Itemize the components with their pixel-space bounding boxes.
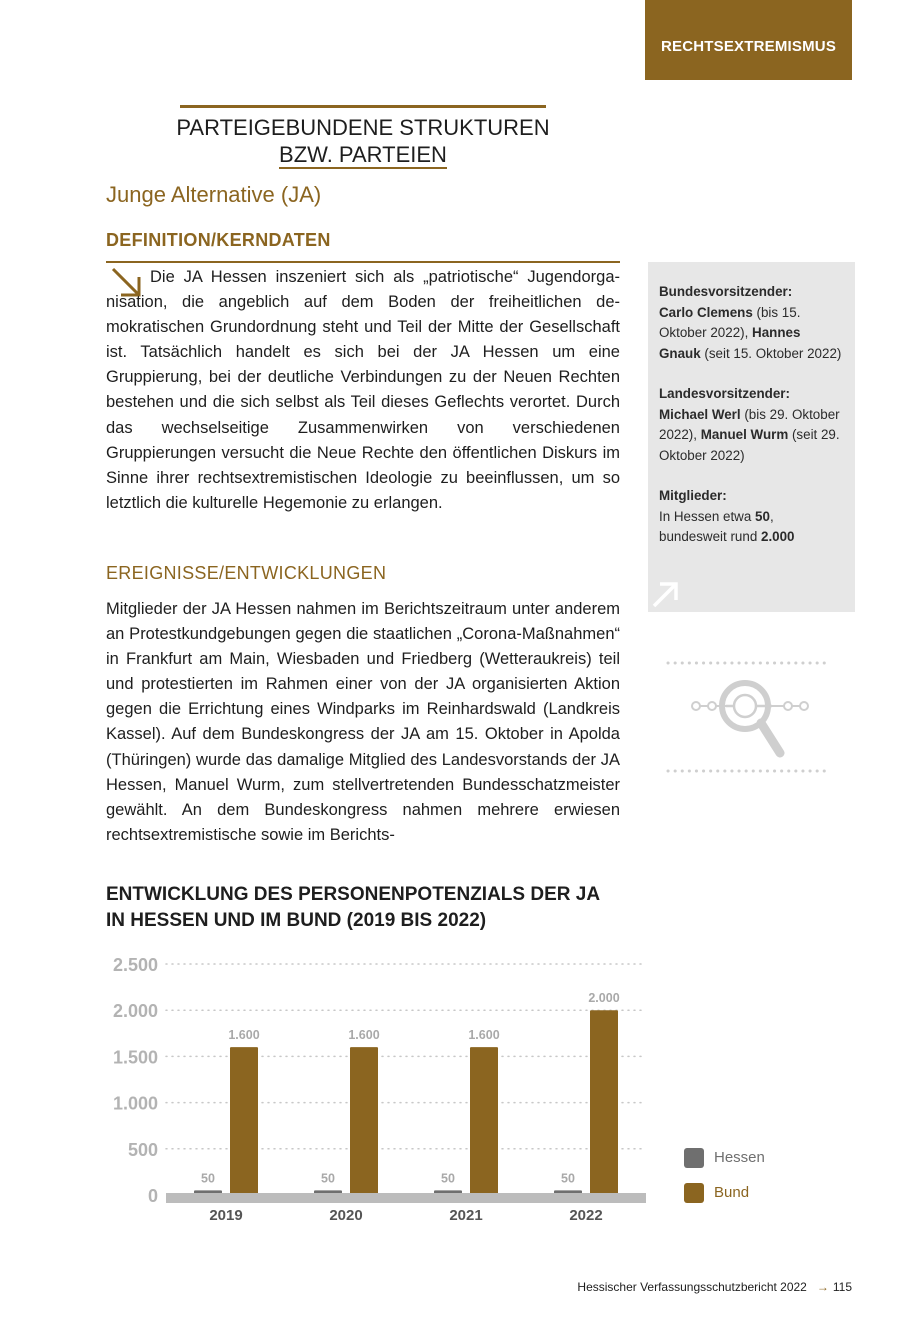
legend-label-hessen: Hessen — [714, 1149, 765, 1166]
data-label: 50 — [201, 1171, 215, 1186]
y-tick-label: 1.500 — [112, 1047, 158, 1068]
organization-heading: Junge Alternative (JA) — [106, 182, 322, 207]
federal-chair-detail-1: (bis 15. Oktober 2022), — [659, 304, 801, 340]
x-tick-label: 2020 — [329, 1207, 363, 1224]
page-title-line2: BZW. PARTEIEN — [279, 142, 447, 167]
page-title — [120, 114, 606, 169]
federal-chair-label: Bundesvorsitzender: — [659, 284, 793, 299]
state-chair-detail-2: (seit 29. Oktober 2022) — [659, 427, 840, 463]
bar-bund-2021 — [470, 1047, 498, 1195]
x-tick-label: 2019 — [209, 1207, 243, 1224]
events-text: Mitglieder der JA Hessen nahmen im Berichtszeitraum unter anderem an Protestkundgebungen gegen die staatlichen „Corona-Maßnahmen“ in Frankfurt am Main, Wiesbaden und Friedberg (Wetteraukreis) teil und protestierten im Rahmen einer von der JA organisierten Aktion gegen die Errichtung eines Windparks im Reinhardswald (Landkreis Kassel). Auf dem Bundeskongress der JA am 15. Oktober in Apolda (Thüringen) wurde das damalige Mitglied des Landesvorstands der JA Hessen, Manuel Wurm, zum stellvertretenden Bundesschatzmeister gewählt. An dem Bundeskongress nahmen mehrere erwiesen rechtsextremistische sowie im Berichts- — [106, 600, 620, 844]
footer-report-title: Hessischer Verfassungsschutzbericht 2022 — [577, 1280, 807, 1294]
events-heading: EREIGNISSE/ENTWICKLUNGEN — [106, 563, 387, 583]
x-tick-label: 2021 — [449, 1207, 483, 1224]
data-label: 1.600 — [468, 1028, 500, 1043]
arrow-right-icon: → — [816, 1280, 829, 1294]
members-hessen-count: 50 — [755, 508, 770, 524]
data-label: 50 — [441, 1171, 455, 1186]
chart-title-line2: IN HESSEN UND IM BUND (2019 BIS 2022) — [106, 910, 487, 931]
data-label: 50 — [321, 1171, 335, 1186]
federal-chair-name-2: Hannes Gnauk — [659, 325, 801, 361]
bar-bund-2020 — [350, 1047, 378, 1195]
chart-legend — [684, 1140, 765, 1210]
y-tick-label: 1.000 — [112, 1093, 158, 1114]
chart-title-line1: ENTWICKLUNG DES PERSONENPOTENZIALS DER JA — [106, 884, 601, 905]
data-label: 2.000 — [588, 991, 620, 1006]
members-label: Mitglieder: — [659, 488, 727, 503]
definition-rule — [106, 261, 620, 263]
legend-item-hessen — [684, 1140, 765, 1175]
arrow-up-right-icon — [650, 578, 682, 610]
page-number: 115 — [832, 1280, 852, 1294]
legend-label-bund: Bund — [714, 1184, 750, 1201]
bar-bund-2019 — [230, 1047, 258, 1195]
legend-item-bund — [684, 1175, 765, 1210]
legend-swatch-bund — [684, 1183, 704, 1203]
key-facts-box — [648, 262, 855, 612]
definition-heading: DEFINITION/KERNDATEN — [106, 230, 331, 250]
bar-chart — [100, 945, 660, 1230]
state-chair-name-2: Manuel Wurm — [700, 427, 789, 442]
state-chair-block — [659, 384, 845, 466]
y-tick-label: 2.000 — [112, 1001, 158, 1022]
data-label: 1.600 — [348, 1028, 380, 1043]
data-label: 50 — [561, 1171, 575, 1186]
page-footer — [577, 1280, 852, 1294]
legend-swatch-hessen — [684, 1148, 704, 1168]
members-block: Mitglieder: In Hessen etwa 50, bundesweit rund 2.000 — [659, 486, 845, 548]
title-rule — [180, 105, 546, 108]
federal-chair-block — [659, 282, 845, 364]
section-tab: RECHTSEXTREMISMUS — [645, 0, 852, 80]
y-tick-label: 500 — [127, 1139, 158, 1160]
members-bund-count: 2.000 — [761, 529, 795, 544]
federal-chair-name-1: Carlo Clemens — [659, 304, 753, 320]
chart-title — [106, 882, 600, 934]
state-chair-name-1: Michael Werl — [659, 406, 741, 422]
y-tick-label: 0 — [147, 1186, 158, 1206]
page-title-line1: PARTEIGEBUNDENE STRUKTUREN — [176, 115, 550, 140]
state-chair-label: Landesvorsitzender: — [659, 386, 790, 401]
state-chair-detail-1: (bis 29. Oktober 2022), — [659, 406, 840, 442]
bar-bund-2022 — [590, 1010, 618, 1195]
x-tick-label: 2022 — [569, 1207, 603, 1224]
federal-chair-detail-2: (seit 15. Oktober 2022) — [700, 345, 842, 361]
network-magnifier-icon — [660, 655, 835, 780]
definition-text: Die JA Hessen inszeniert sich als „patriotische“ Jugendorganisation, die angeblich auf dem Boden der freiheitlichen demokratischen Grundordnung steht und Teil der Mitte der Gesellschaft ist. Tatsächlich handelt es sich bei der JA Hessen um eine Gruppierung, bei der deutliche Verbindungen zu der Neuen Rechten bestehen und die sich selbst als Teil dieses Geflechts verortet. Durch das wechselseitige Zusammenwirken von verschiedenen Gruppierungen versucht die Neue Rechte den öffentlichen Diskurs im Sinne ihrer rechtsextremistischen Ideologie zu beeinflussen, um so letztlich die kulturelle Hegemonie zu erlangen. — [106, 268, 620, 512]
data-label: 1.600 — [228, 1028, 260, 1043]
x-axis-baseline — [166, 1193, 646, 1203]
y-tick-label: 2.500 — [112, 955, 158, 975]
